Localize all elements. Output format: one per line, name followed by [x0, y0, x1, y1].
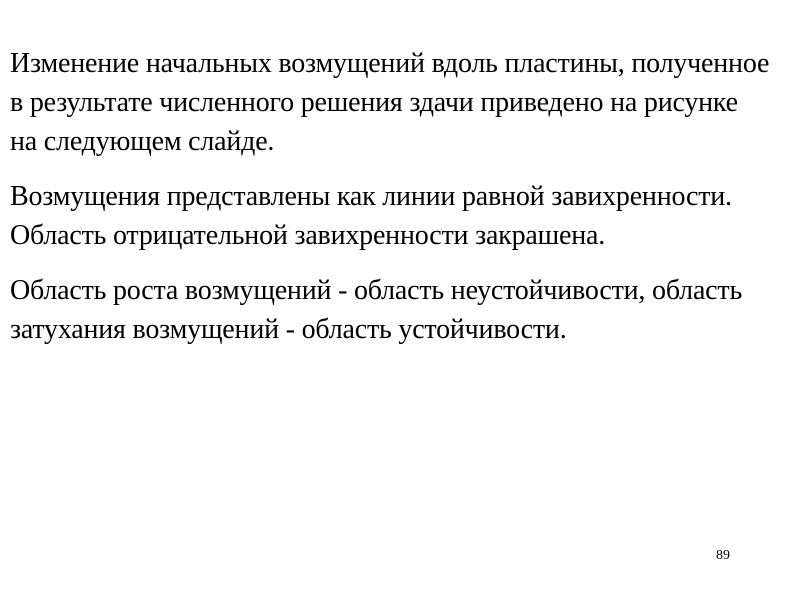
page-number: 89: [716, 548, 730, 563]
slide-body: [10, 44, 770, 365]
paragraph-vorticity-lines: Возмущения представлены как линии равной завихренности. Область отрицательной завихренности закрашена.: [10, 181, 732, 251]
paragraph-stability-regions: Область роста возмущений - область неустойчивости, область затухания возмущений - область устойчивости.: [10, 275, 743, 345]
paragraph-perturbation-change: Изменение начальных возмущений вдоль пластины, полученное в результате численного решения здачи приведено на рисунке на следующем слайде.: [10, 48, 770, 157]
